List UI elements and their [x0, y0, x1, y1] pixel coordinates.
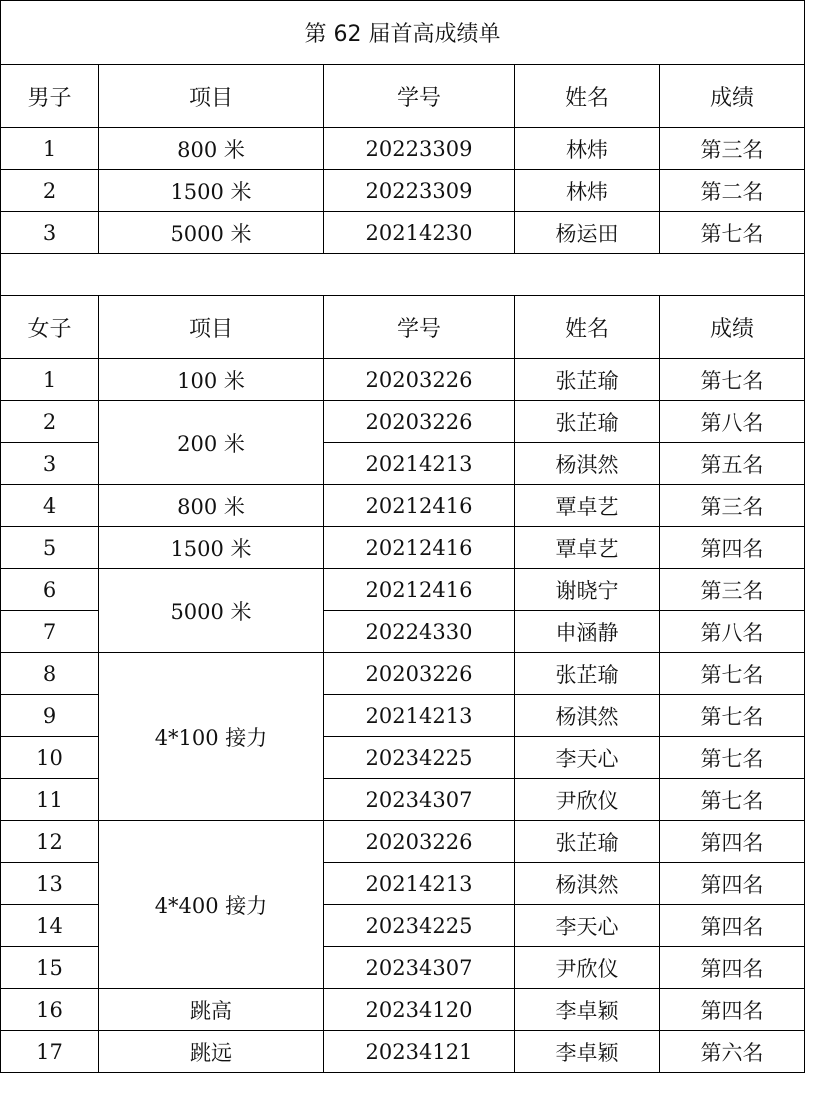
- student-id-cell: 20223309: [324, 128, 515, 170]
- result-cell: 第四名: [660, 821, 805, 863]
- men-header-event: 项目: [99, 65, 324, 128]
- result-cell: 第四名: [660, 905, 805, 947]
- student-id-cell: 20234120: [324, 989, 515, 1031]
- row-number: 13: [1, 863, 99, 905]
- row-number: 6: [1, 569, 99, 611]
- table-row: [1, 401, 805, 443]
- result-cell: 第二名: [660, 170, 805, 212]
- table-row: [1, 170, 805, 212]
- name-cell: 张芷瑜: [515, 653, 660, 695]
- row-number: 2: [1, 170, 99, 212]
- result-cell: 第四名: [660, 989, 805, 1031]
- men-header-gender: 男子: [1, 65, 99, 128]
- row-number: 14: [1, 905, 99, 947]
- result-cell: 第七名: [660, 212, 805, 254]
- student-id-cell: 20214213: [324, 695, 515, 737]
- result-cell: 第七名: [660, 695, 805, 737]
- name-cell: 杨淇然: [515, 443, 660, 485]
- row-number: 10: [1, 737, 99, 779]
- row-number: 17: [1, 1031, 99, 1073]
- student-id-cell: 20203226: [324, 359, 515, 401]
- event-cell: 跳高: [99, 989, 324, 1031]
- table-row: [1, 527, 805, 569]
- men-header-name: 姓名: [515, 65, 660, 128]
- event-cell: 4*400 接力: [99, 821, 324, 989]
- name-cell: 杨运田: [515, 212, 660, 254]
- student-id-cell: 20234307: [324, 947, 515, 989]
- row-number: 8: [1, 653, 99, 695]
- student-id-cell: 20214213: [324, 443, 515, 485]
- section-spacer: [1, 254, 805, 296]
- name-cell: 李卓颖: [515, 989, 660, 1031]
- result-cell: 第四名: [660, 863, 805, 905]
- row-number: 3: [1, 212, 99, 254]
- name-cell: 张芷瑜: [515, 359, 660, 401]
- result-cell: 第三名: [660, 128, 805, 170]
- name-cell: 杨淇然: [515, 695, 660, 737]
- name-cell: 张芷瑜: [515, 821, 660, 863]
- men-header-student-id: 学号: [324, 65, 515, 128]
- row-number: 2: [1, 401, 99, 443]
- row-number: 9: [1, 695, 99, 737]
- table-row: [1, 359, 805, 401]
- result-cell: 第八名: [660, 611, 805, 653]
- name-cell: 覃卓艺: [515, 485, 660, 527]
- row-number: 1: [1, 359, 99, 401]
- name-cell: 李天心: [515, 905, 660, 947]
- student-id-cell: 20234307: [324, 779, 515, 821]
- row-number: 12: [1, 821, 99, 863]
- women-header-result: 成绩: [660, 296, 805, 359]
- result-cell: 第八名: [660, 401, 805, 443]
- event-cell: 800 米: [99, 128, 324, 170]
- student-id-cell: 20212416: [324, 569, 515, 611]
- row-number: 4: [1, 485, 99, 527]
- women-header-student-id: 学号: [324, 296, 515, 359]
- result-cell: 第六名: [660, 1031, 805, 1073]
- women-header-name: 姓名: [515, 296, 660, 359]
- name-cell: 谢晓宁: [515, 569, 660, 611]
- men-header-row: [1, 65, 805, 128]
- result-cell: 第三名: [660, 485, 805, 527]
- event-cell: 1500 米: [99, 527, 324, 569]
- name-cell: 李卓颖: [515, 1031, 660, 1073]
- men-header-result: 成绩: [660, 65, 805, 128]
- result-cell: 第七名: [660, 359, 805, 401]
- table-row: [1, 569, 805, 611]
- result-cell: 第七名: [660, 779, 805, 821]
- student-id-cell: 20212416: [324, 527, 515, 569]
- student-id-cell: 20234225: [324, 905, 515, 947]
- table-row: [1, 128, 805, 170]
- name-cell: 林炜: [515, 170, 660, 212]
- row-number: 16: [1, 989, 99, 1031]
- student-id-cell: 20203226: [324, 401, 515, 443]
- result-cell: 第七名: [660, 653, 805, 695]
- name-cell: 张芷瑜: [515, 401, 660, 443]
- result-cell: 第三名: [660, 569, 805, 611]
- table-title: 第 62 届首高成绩单: [1, 1, 805, 65]
- student-id-cell: 20224330: [324, 611, 515, 653]
- event-cell: 100 米: [99, 359, 324, 401]
- section-spacer-row: [1, 254, 805, 296]
- result-cell: 第四名: [660, 527, 805, 569]
- student-id-cell: 20203226: [324, 653, 515, 695]
- name-cell: 李天心: [515, 737, 660, 779]
- name-cell: 杨淇然: [515, 863, 660, 905]
- women-header-row: [1, 296, 805, 359]
- row-number: 5: [1, 527, 99, 569]
- result-cell: 第四名: [660, 947, 805, 989]
- row-number: 7: [1, 611, 99, 653]
- result-cell: 第七名: [660, 737, 805, 779]
- row-number: 15: [1, 947, 99, 989]
- table-row: [1, 821, 805, 863]
- row-number: 3: [1, 443, 99, 485]
- student-id-cell: 20214213: [324, 863, 515, 905]
- table-row: [1, 1031, 805, 1073]
- table-row: [1, 653, 805, 695]
- student-id-cell: 20212416: [324, 485, 515, 527]
- student-id-cell: 20214230: [324, 212, 515, 254]
- event-cell: 5000 米: [99, 212, 324, 254]
- result-cell: 第五名: [660, 443, 805, 485]
- name-cell: 申涵静: [515, 611, 660, 653]
- women-header-event: 项目: [99, 296, 324, 359]
- event-cell: 5000 米: [99, 569, 324, 653]
- student-id-cell: 20203226: [324, 821, 515, 863]
- table-row: [1, 212, 805, 254]
- row-number: 1: [1, 128, 99, 170]
- table-row: [1, 485, 805, 527]
- event-cell: 4*100 接力: [99, 653, 324, 821]
- row-number: 11: [1, 779, 99, 821]
- student-id-cell: 20234225: [324, 737, 515, 779]
- student-id-cell: 20223309: [324, 170, 515, 212]
- event-cell: 800 米: [99, 485, 324, 527]
- student-id-cell: 20234121: [324, 1031, 515, 1073]
- event-cell: 200 米: [99, 401, 324, 485]
- women-header-gender: 女子: [1, 296, 99, 359]
- event-cell: 1500 米: [99, 170, 324, 212]
- name-cell: 尹欣仪: [515, 779, 660, 821]
- name-cell: 尹欣仪: [515, 947, 660, 989]
- name-cell: 覃卓艺: [515, 527, 660, 569]
- name-cell: 林炜: [515, 128, 660, 170]
- event-cell: 跳远: [99, 1031, 324, 1073]
- table-row: [1, 989, 805, 1031]
